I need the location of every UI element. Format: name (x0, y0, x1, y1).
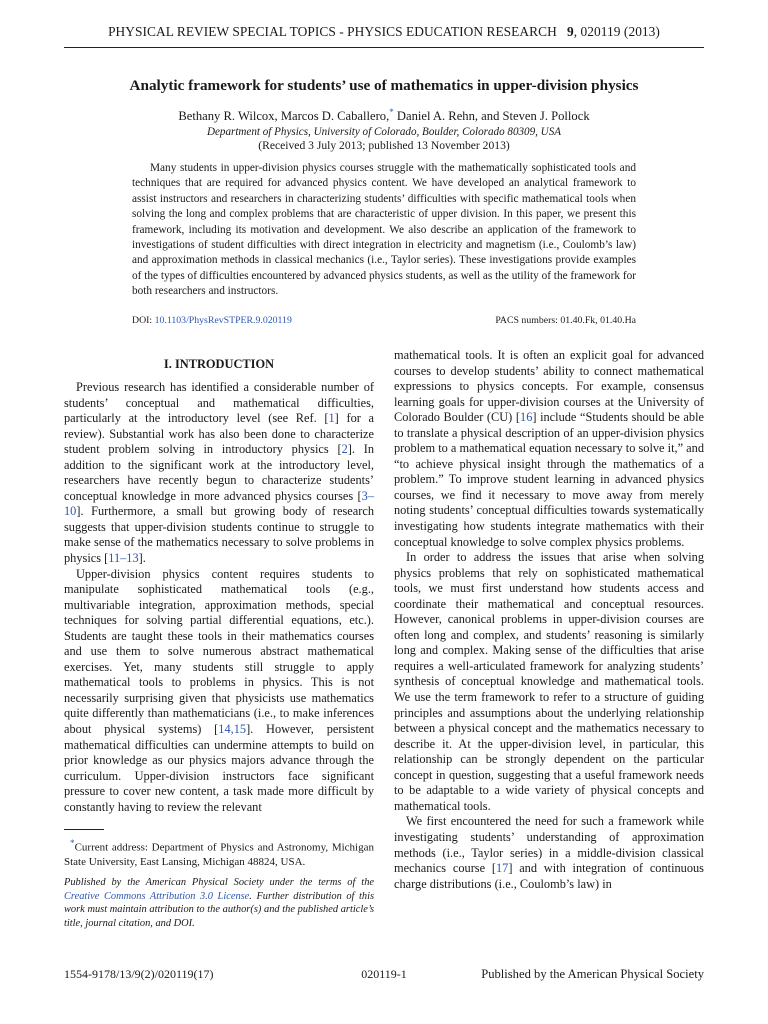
license-link[interactable]: Creative Commons Attribution 3.0 License (64, 890, 250, 902)
paragraph: In order to address the issues that arise when solving physics problems that rely on sophisticated mathematical tools, we must first understand how students access and coordinate their mathematical and conceptual resources. However, canonical problems in upper-division courses are often long and complex, and students’ reasoning is similarly long and complex. Making sense of the difficulties that arise requires a well-articulated framework for analyzing students’ synthesis of conceptual knowledge and mathematical tools. We use the term framework to refer to a structure of guiding principles and assumptions about the underlying relationship between a physical concept and the mathematics necessary to describe it. At the upper-division level, in particular, this relationship can be strongly dependent on the particular concept in question, suggesting that a useful framework needs to be adaptable to a wide variety of physical concepts and mathematical tools. (394, 550, 704, 813)
pacs-numbers: PACS numbers: 01.40.Fk, 01.40.Ha (495, 315, 636, 326)
author-list (64, 107, 704, 124)
right-column (394, 348, 704, 892)
footnote-divider (64, 829, 104, 830)
section-heading: I. INTRODUCTION (163, 357, 275, 371)
citation-link[interactable]: 16 (520, 410, 533, 425)
left-column (64, 380, 374, 815)
received-dates: (Received 3 July 2013; published 13 November 2013) (258, 139, 510, 152)
license-notice: Published by the American Physical Society under the terms of the Creative Commons Attribution 3.0 License. Further distribution of this work must maintain attribution to the author(s) and the published article’s title, journal citation, and DOI. (64, 877, 374, 929)
paragraph: We first encountered the need for such a framework while investigating students’ understanding of approximation methods (i.e., Taylor series) in a middle-division classical mechanics course [17] and with integration of continuous charge distributions (i.e., Coulomb’s law) in (394, 814, 704, 891)
author-footnote-link[interactable]: * (389, 107, 394, 117)
citation-link[interactable]: 17 (495, 861, 509, 876)
doi (132, 315, 292, 326)
citation-link[interactable]: 1 (328, 411, 335, 426)
page-number: 020119-1 (361, 967, 407, 981)
header-divider (64, 47, 704, 48)
citation-link[interactable]: 14,15 (218, 722, 247, 737)
paragraph: Previous research has identified a considerable number of students’ conceptual and mathematical difficulties, particularly at the introductory level (see Ref. [1] for a review). Substantial work has also been done to characterize student problem solving in introductory physics [2]. In addition to the significant work at the introductory level, researchers have recently begun to characterize students’ conceptual knowledge in more advanced physics courses [3–10]. Furthermore, a small but growing body of research suggests that upper-division students continue to struggle to make sense of the mathematics necessary to solve problems in physics [11–13]. (64, 380, 374, 566)
authors-part-1: Bethany R. Wilcox, Marcos D. Caballero, (178, 109, 390, 124)
footnote-mark: * (70, 838, 75, 848)
article-citation: , 020119 (2013) (573, 24, 660, 39)
footer-issn: 1554-9178/13/9(2)/020119(17) (64, 967, 214, 981)
citation-link[interactable]: 3–10 (64, 488, 374, 519)
footer-publisher: Published by the American Physical Society (481, 967, 704, 981)
authors-part-2: Daniel A. Rehn, and Steven J. Pollock (393, 109, 590, 124)
running-header (104, 24, 664, 40)
volume-number: 9 (567, 24, 574, 39)
paragraph: Upper-division physics content requires students to manipulate sophisticated mathematical tools (e.g., multivariable integration, approximation methods, special techniques for solving partial differential equations, etc.). Students are taught these tools in their mathematics courses and use them to solve numerous abstract mathematical exercises. Yet, many students still struggle to apply mathematical tools to problems in physics. This is not necessarily surprising given that physicists use mathematics quite differently than mathematicians (i.e., to make inferences about physical systems) [14,15]. However, persistent mathematical difficulties can undermine attempts to build on prior knowledge as our physics majors advance through the curriculum. Upper-division instructors face significant pressure to cover new content, a task made more difficult by constantly having to review the relevant (64, 566, 374, 814)
abstract: Many students in upper-division physics courses struggle with the mathematically sophisticated tools and techniques that are required for advanced physics content. We have developed an analytical framework to assist instructors and researchers in characterizing students’ difficulties with specific mathematical tools when solving the long and complex problems that are characteristic of upper division. In this paper, we present this framework, including its motivation and development. We also describe an application of the framework to investigations of student difficulties with direct integration in electricity and magnetism (i.e., Coulomb’s law) and approximation methods in classical mechanics (i.e., Taylor series). These investigations provide examples of the types of difficulties encountered by advanced physics students, as well as the utility of the framework for both researchers and instructors. (132, 162, 636, 298)
journal-name: PHYSICAL REVIEW SPECIAL TOPICS - PHYSICS EDUCATION RESEARCH (108, 24, 557, 39)
doi-label: DOI: (132, 315, 155, 326)
author-footnote (64, 836, 374, 870)
paragraph: mathematical tools. It is often an explicit goal for advanced courses to develop students’ ability to connect mathematical expressions to physics concepts. For example, consensus learning goals for upper-division courses at the University of Colorado Boulder (CU) [16] include “Students should be able to translate a physical description of an upper-division physics problem to a mathematical equation necessary to solve it,” and “to achieve physical insight through the mathematics of a problem.” To improve student learning in advanced physics courses, we find it necessary to move away from merely noting students’ conceptual difficulties towards systematically investigating how students integrate mathematics with their conceptual knowledge to solve complex physics problems. (394, 348, 704, 549)
citation-link[interactable]: 11–13 (108, 551, 139, 566)
footnote-text: Current address: Department of Physics and Astronomy, Michigan State University, East Lansing, Michigan 48824, USA. (64, 841, 374, 869)
citation-link[interactable]: 2 (341, 442, 348, 457)
affiliation: Department of Physics, University of Colorado, Boulder, Colorado 80309, USA (206, 126, 562, 138)
paper-title: Analytic framework for students’ use of mathematics in upper-division physics (129, 77, 639, 94)
doi-link[interactable]: 10.1103/PhysRevSTPER.9.020119 (154, 315, 292, 326)
